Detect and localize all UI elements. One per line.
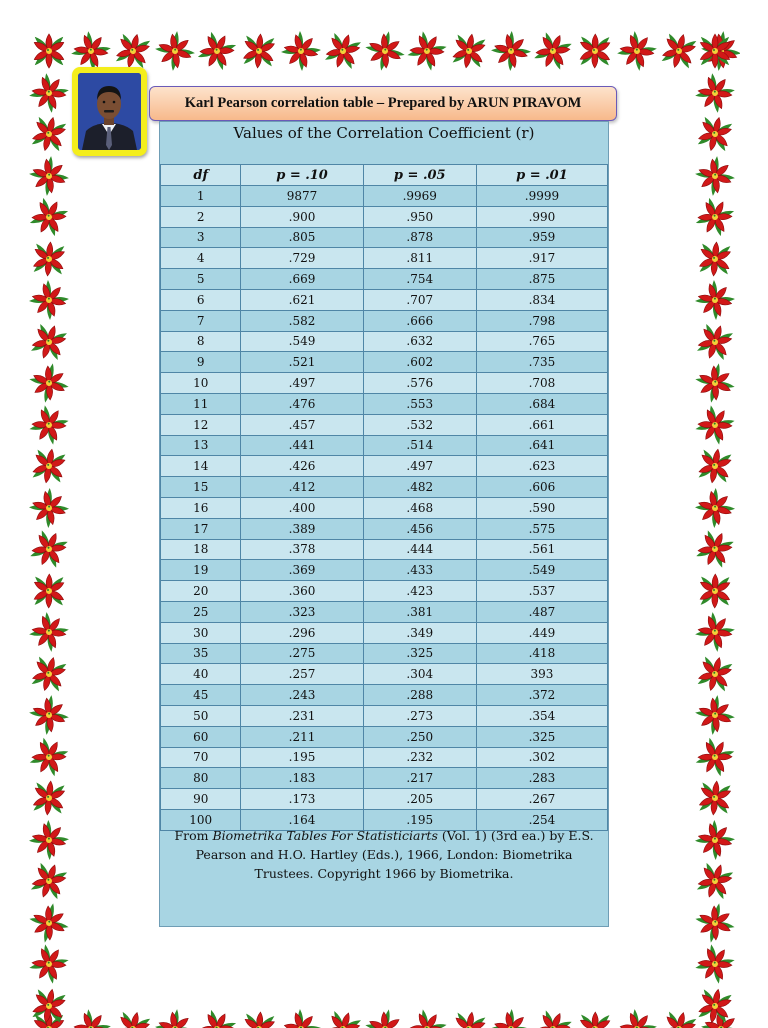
cell-p05: .532 (363, 414, 476, 435)
cell-p05: .9969 (363, 186, 476, 207)
poinsettia-icon (694, 321, 736, 363)
table-row (161, 768, 608, 789)
cell-p10: .195 (241, 747, 363, 768)
poinsettia-icon (28, 736, 70, 778)
cell-p01: .917 (476, 248, 607, 269)
cell-p05: .217 (363, 768, 476, 789)
portrait-photo-icon (78, 73, 141, 150)
poinsettia-icon (694, 487, 736, 529)
table-row (161, 331, 608, 352)
cell-p10: .900 (241, 206, 363, 227)
poinsettia-icon (28, 570, 70, 612)
table-header-row (161, 165, 608, 186)
poinsettia-icon (280, 1008, 322, 1028)
poinsettia-icon (154, 30, 196, 72)
cell-p01: .959 (476, 227, 607, 248)
cell-p01: .641 (476, 435, 607, 456)
cell-p10: .669 (241, 269, 363, 290)
poinsettia-icon (616, 30, 658, 72)
cell-p10: .521 (241, 352, 363, 373)
poinsettia-icon (694, 155, 736, 197)
cell-p10: .389 (241, 518, 363, 539)
poinsettia-icon (694, 943, 736, 985)
cell-p05: .811 (363, 248, 476, 269)
cell-p01: .798 (476, 310, 607, 331)
poinsettia-icon (322, 1008, 364, 1028)
table-row (161, 789, 608, 810)
flower-border-left (28, 30, 74, 1024)
poinsettia-icon (154, 1008, 196, 1028)
table-caption-text: Values of the Correlation Coefficient (r) (233, 124, 535, 142)
cell-p01: .267 (476, 789, 607, 810)
cell-df: 40 (161, 664, 241, 685)
cell-p01: .623 (476, 456, 607, 477)
table-row (161, 435, 608, 456)
table-row (161, 352, 608, 373)
cell-p05: .456 (363, 518, 476, 539)
cell-p10: 9877 (241, 186, 363, 207)
cell-p01: .684 (476, 393, 607, 414)
poinsettia-icon (28, 943, 70, 985)
table-row (161, 310, 608, 331)
cell-p10: .582 (241, 310, 363, 331)
table-row (161, 747, 608, 768)
cell-p05: .349 (363, 622, 476, 643)
cell-p01: .606 (476, 477, 607, 498)
cell-p01: .549 (476, 560, 607, 581)
cell-p05: .950 (363, 206, 476, 227)
poinsettia-icon (28, 196, 70, 238)
cell-df: 11 (161, 393, 241, 414)
cell-df: 1 (161, 186, 241, 207)
poinsettia-icon (196, 30, 238, 72)
header-df: df (161, 165, 241, 186)
poinsettia-icon (694, 736, 736, 778)
poinsettia-icon (694, 777, 736, 819)
cell-p01: .9999 (476, 186, 607, 207)
cell-p10: .400 (241, 497, 363, 518)
cell-p10: .296 (241, 622, 363, 643)
poinsettia-icon (616, 1008, 658, 1028)
poinsettia-icon (490, 1008, 532, 1028)
cell-df: 15 (161, 477, 241, 498)
poinsettia-icon (448, 30, 490, 72)
cell-p01: .372 (476, 685, 607, 706)
cell-df: 18 (161, 539, 241, 560)
cell-p01: .735 (476, 352, 607, 373)
cell-p01: .537 (476, 581, 607, 602)
poinsettia-icon (532, 1008, 574, 1028)
table-row (161, 664, 608, 685)
cell-df: 20 (161, 581, 241, 602)
cell-p01: .354 (476, 705, 607, 726)
cell-df: 90 (161, 789, 241, 810)
cell-df: 6 (161, 289, 241, 310)
cell-p01: .990 (476, 206, 607, 227)
cell-p05: .381 (363, 601, 476, 622)
poinsettia-icon (694, 611, 736, 653)
cell-df: 9 (161, 352, 241, 373)
poinsettia-icon (196, 1008, 238, 1028)
correlation-table-panel (159, 121, 609, 927)
cell-p10: .729 (241, 248, 363, 269)
cell-p05: .433 (363, 560, 476, 581)
cell-p01: .875 (476, 269, 607, 290)
source-prefix: From (174, 828, 213, 843)
table-body (161, 186, 608, 831)
cell-p01: .254 (476, 809, 607, 830)
poinsettia-icon (694, 238, 736, 280)
cell-p05: .423 (363, 581, 476, 602)
header-p01: p = .01 (476, 165, 607, 186)
cell-p05: .468 (363, 497, 476, 518)
poinsettia-icon (694, 902, 736, 944)
cell-p01: .834 (476, 289, 607, 310)
cell-p01: .575 (476, 518, 607, 539)
table-row (161, 685, 608, 706)
cell-p05: .576 (363, 373, 476, 394)
poinsettia-icon (694, 570, 736, 612)
poinsettia-icon (28, 819, 70, 861)
poinsettia-icon (28, 30, 70, 72)
cell-p05: .195 (363, 809, 476, 830)
table-caption (160, 124, 608, 142)
poinsettia-icon (238, 1008, 280, 1028)
poinsettia-icon (28, 777, 70, 819)
cell-df: 2 (161, 206, 241, 227)
poinsettia-icon (574, 1008, 616, 1028)
cell-df: 12 (161, 414, 241, 435)
cell-p01: .283 (476, 768, 607, 789)
source-note (166, 826, 602, 883)
cell-p01: .661 (476, 414, 607, 435)
cell-p10: .441 (241, 435, 363, 456)
cell-p01: .561 (476, 539, 607, 560)
cell-p10: .369 (241, 560, 363, 581)
table-row (161, 726, 608, 747)
cell-df: 8 (161, 331, 241, 352)
poinsettia-icon (28, 611, 70, 653)
table-row (161, 206, 608, 227)
poinsettia-icon (694, 985, 736, 1025)
table-row (161, 227, 608, 248)
cell-p01: .708 (476, 373, 607, 394)
poinsettia-icon (28, 445, 70, 487)
poinsettia-icon (28, 694, 70, 736)
table-row (161, 601, 608, 622)
flower-border-right (694, 30, 740, 1024)
poinsettia-icon (574, 30, 616, 72)
table-row (161, 518, 608, 539)
cell-df: 3 (161, 227, 241, 248)
poinsettia-icon (364, 30, 406, 72)
poinsettia-icon (406, 30, 448, 72)
cell-p01: .487 (476, 601, 607, 622)
cell-p10: .275 (241, 643, 363, 664)
poinsettia-icon (28, 404, 70, 446)
poinsettia-icon (490, 30, 532, 72)
header-p05: p = .05 (363, 165, 476, 186)
poinsettia-icon (28, 653, 70, 695)
cell-p05: .707 (363, 289, 476, 310)
poinsettia-icon (694, 113, 736, 155)
cell-p10: .183 (241, 768, 363, 789)
poinsettia-icon (694, 860, 736, 902)
cell-p10: .476 (241, 393, 363, 414)
poinsettia-icon (406, 1008, 448, 1028)
poinsettia-icon (694, 30, 736, 72)
cell-df: 50 (161, 705, 241, 726)
table-row (161, 186, 608, 207)
poinsettia-icon (532, 30, 574, 72)
cell-p05: .304 (363, 664, 476, 685)
poinsettia-icon (28, 985, 70, 1025)
cell-p10: .426 (241, 456, 363, 477)
cell-p10: .243 (241, 685, 363, 706)
poinsettia-icon (694, 72, 736, 114)
poinsettia-icon (238, 30, 280, 72)
table-row (161, 393, 608, 414)
cell-p10: .549 (241, 331, 363, 352)
poinsettia-icon (28, 238, 70, 280)
cell-p05: .273 (363, 705, 476, 726)
poinsettia-icon (322, 30, 364, 72)
cell-df: 13 (161, 435, 241, 456)
cell-df: 45 (161, 685, 241, 706)
cell-p10: .323 (241, 601, 363, 622)
cell-df: 10 (161, 373, 241, 394)
cell-df: 70 (161, 747, 241, 768)
cell-p05: .497 (363, 456, 476, 477)
cell-p10: .211 (241, 726, 363, 747)
cell-p10: .231 (241, 705, 363, 726)
cell-p10: .360 (241, 581, 363, 602)
cell-df: 5 (161, 269, 241, 290)
cell-df: 4 (161, 248, 241, 269)
banner-title: Karl Pearson correlation table – Prepared by ARUN PIRAVOM (184, 95, 582, 111)
cell-p10: .257 (241, 664, 363, 685)
cell-p05: .666 (363, 310, 476, 331)
cell-p10: .378 (241, 539, 363, 560)
cell-p05: .878 (363, 227, 476, 248)
cell-df: 80 (161, 768, 241, 789)
cell-df: 60 (161, 726, 241, 747)
cell-p05: .325 (363, 643, 476, 664)
poinsettia-icon (70, 1008, 112, 1028)
poinsettia-icon (694, 196, 736, 238)
cell-p01: .418 (476, 643, 607, 664)
poinsettia-icon (28, 279, 70, 321)
poinsettia-icon (28, 72, 70, 114)
table-row (161, 269, 608, 290)
cell-p05: .482 (363, 477, 476, 498)
table-row (161, 414, 608, 435)
cell-df: 100 (161, 809, 241, 830)
cell-p01: 393 (476, 664, 607, 685)
cell-p05: .754 (363, 269, 476, 290)
cell-p10: .805 (241, 227, 363, 248)
cell-df: 7 (161, 310, 241, 331)
poinsettia-icon (694, 694, 736, 736)
cell-p01: .302 (476, 747, 607, 768)
author-photo-frame (72, 67, 147, 156)
poinsettia-icon (694, 445, 736, 487)
cell-p05: .288 (363, 685, 476, 706)
cell-p01: .765 (476, 331, 607, 352)
poinsettia-icon (28, 113, 70, 155)
poinsettia-icon (28, 528, 70, 570)
poinsettia-icon (694, 279, 736, 321)
cell-p01: .590 (476, 497, 607, 518)
poinsettia-icon (28, 860, 70, 902)
cell-p10: .457 (241, 414, 363, 435)
cell-p05: .232 (363, 747, 476, 768)
cell-p05: .250 (363, 726, 476, 747)
source-suffix: (Vol. 1) (3rd ea.) by E.S. Pearson and H.O. Hartley (Eds.), 1966, London: Biometrika Trustees. Copyright 1966 by Biometrika. (195, 828, 594, 881)
poinsettia-icon (28, 321, 70, 363)
cell-p10: .412 (241, 477, 363, 498)
table-row (161, 497, 608, 518)
poinsettia-icon (448, 1008, 490, 1028)
cell-df: 17 (161, 518, 241, 539)
cell-p10: .497 (241, 373, 363, 394)
cell-p10: .164 (241, 809, 363, 830)
cell-df: 35 (161, 643, 241, 664)
table-row (161, 289, 608, 310)
cell-p05: .444 (363, 539, 476, 560)
correlation-table (160, 164, 608, 831)
poinsettia-icon (694, 819, 736, 861)
cell-p05: .514 (363, 435, 476, 456)
cell-df: 30 (161, 622, 241, 643)
table-row (161, 373, 608, 394)
cell-p01: .449 (476, 622, 607, 643)
poinsettia-icon (28, 487, 70, 529)
cell-p05: .602 (363, 352, 476, 373)
poinsettia-icon (694, 653, 736, 695)
poinsettia-icon (694, 528, 736, 570)
table-row (161, 539, 608, 560)
poinsettia-icon (364, 1008, 406, 1028)
title-banner (149, 86, 617, 121)
table-row (161, 248, 608, 269)
poinsettia-icon (28, 902, 70, 944)
cell-p01: .325 (476, 726, 607, 747)
poinsettia-icon (28, 155, 70, 197)
poinsettia-icon (70, 30, 112, 72)
cell-p10: .173 (241, 789, 363, 810)
table-row (161, 581, 608, 602)
table-row (161, 560, 608, 581)
poinsettia-icon (28, 362, 70, 404)
cell-p05: .553 (363, 393, 476, 414)
cell-df: 16 (161, 497, 241, 518)
poinsettia-icon (112, 1008, 154, 1028)
poinsettia-icon (280, 30, 322, 72)
cell-p05: .632 (363, 331, 476, 352)
table-row (161, 477, 608, 498)
poinsettia-icon (694, 362, 736, 404)
poinsettia-icon (112, 30, 154, 72)
cell-p10: .621 (241, 289, 363, 310)
cell-df: 19 (161, 560, 241, 581)
table-row (161, 622, 608, 643)
cell-df: 25 (161, 601, 241, 622)
poinsettia-icon (694, 404, 736, 446)
cell-p05: .205 (363, 789, 476, 810)
table-row (161, 456, 608, 477)
header-p10: p = .10 (241, 165, 363, 186)
table-row (161, 643, 608, 664)
source-book-title: Biometrika Tables For Statisticiarts (212, 828, 438, 843)
cell-df: 14 (161, 456, 241, 477)
table-row (161, 705, 608, 726)
flower-border-bottom (28, 1008, 740, 1028)
